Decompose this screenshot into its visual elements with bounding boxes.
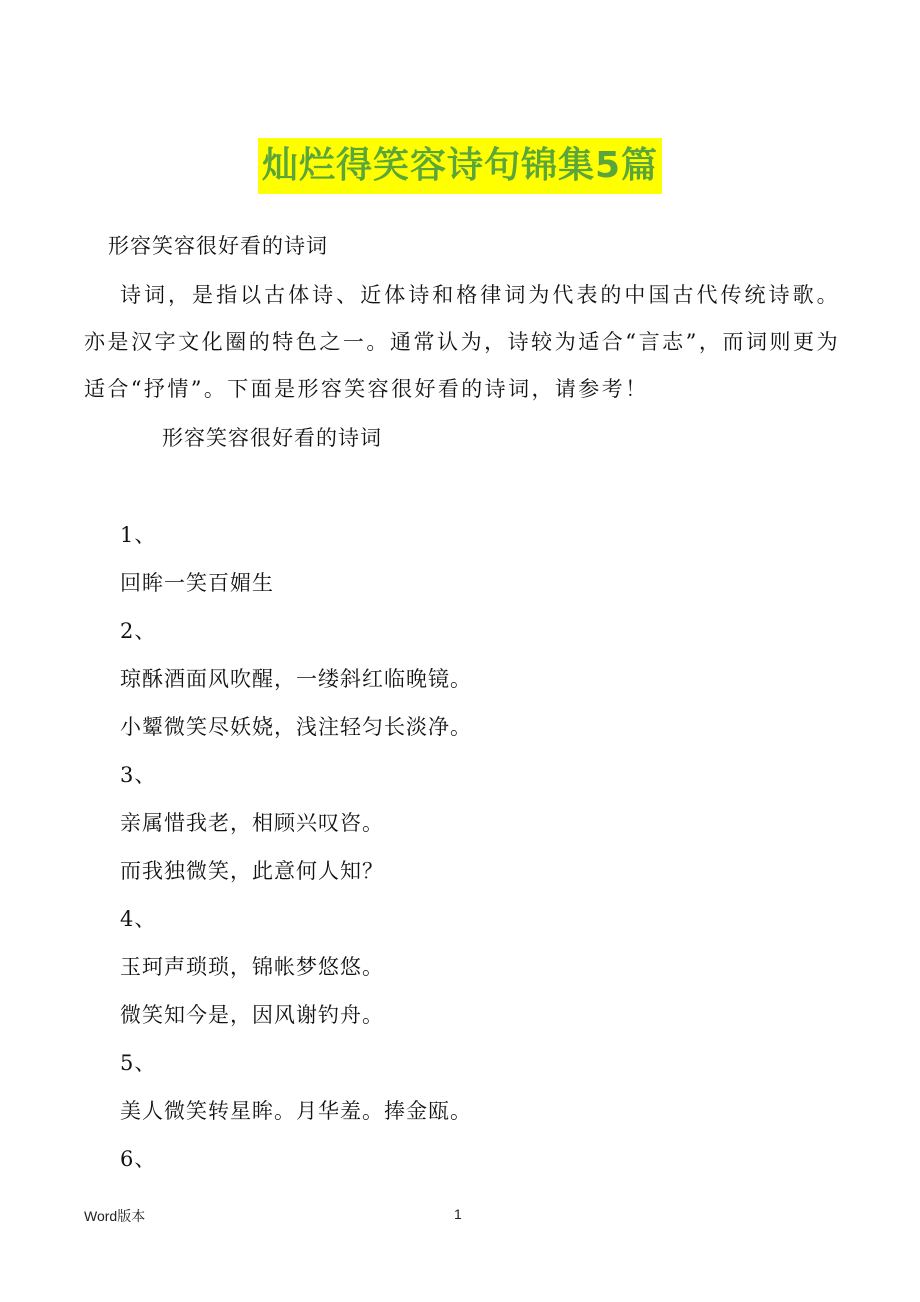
intro-paragraph: 诗词，是指以古体诗、近体诗和格律词为代表的中国古代传统诗歌。亦是汉字文化圈的特色之一。通常认为，诗较为适合“言志”，而词则更为适合“抒情”。下面是形容笑容很好看的诗词，请参考！ — [84, 283, 840, 401]
poem-line: 琼酥酒面风吹醒，一缕斜红临晚镜。 — [120, 667, 472, 691]
footer-label: Word版本 — [84, 1208, 146, 1224]
item-number: 5、 — [120, 1051, 157, 1075]
poem-line: 亲属惜我老，相顾兴叹咨。 — [120, 811, 384, 835]
item-number: 2、 — [120, 619, 157, 643]
item-number: 3、 — [120, 763, 157, 787]
poem-line: 微笑知今是，因风谢钓舟。 — [120, 1003, 384, 1027]
subtitle: 形容笑容很好看的诗词 — [108, 234, 328, 258]
item-number: 4、 — [120, 907, 157, 931]
poem-line: 美人微笑转星眸。月华羞。捧金瓯。 — [120, 1099, 472, 1123]
title-container — [0, 138, 920, 194]
item-number: 1、 — [120, 523, 157, 547]
page-number: 1 — [454, 1206, 462, 1222]
poem-line: 玉珂声琐琐，锦帐梦悠悠。 — [120, 955, 384, 979]
poem-line: 小颦微笑尽妖娆，浅注轻匀长淡净。 — [120, 715, 472, 739]
poem-line: 回眸一笑百媚生 — [120, 571, 274, 595]
item-number: 6、 — [120, 1147, 157, 1171]
document-title: 灿烂得笑容诗句锦集5篇 — [258, 138, 662, 194]
poem-line: 而我独微笑，此意何人知？ — [120, 859, 384, 883]
section-heading: 形容笑容很好看的诗词 — [162, 426, 382, 450]
